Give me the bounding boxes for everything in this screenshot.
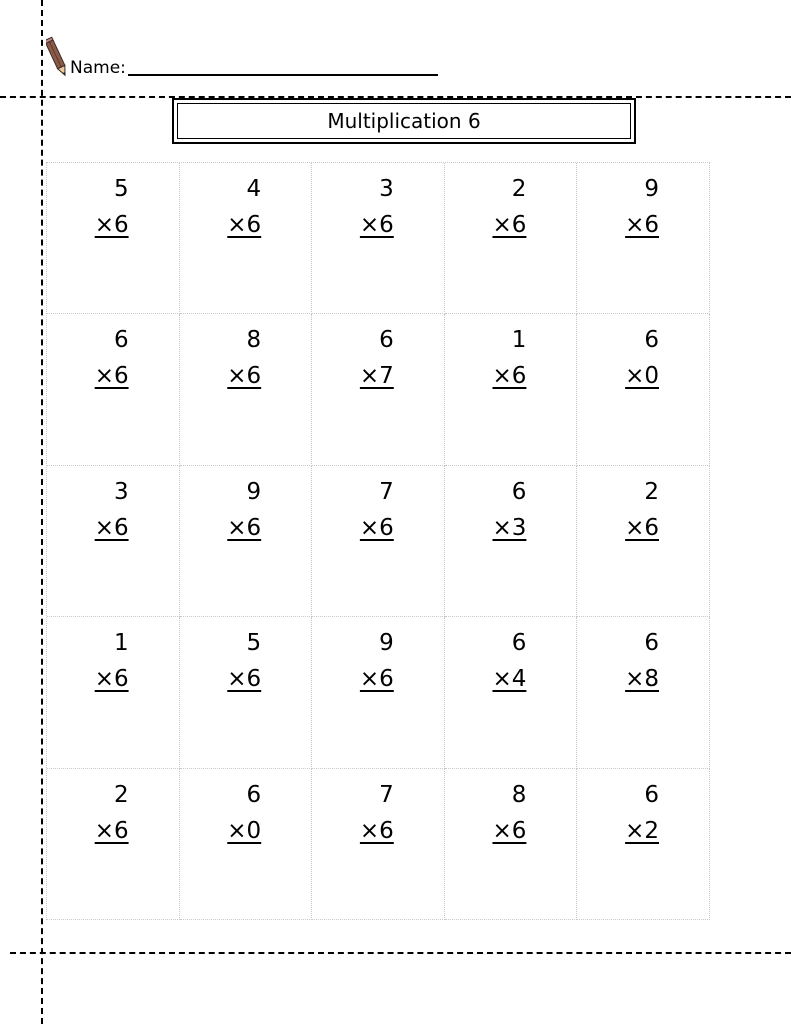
multiplier: ×0 [625,363,659,390]
multiplier: ×6 [227,666,262,693]
multiplication-problem [95,474,129,546]
problem-cell [577,163,710,314]
multiplier: ×6 [227,212,262,238]
problem-cell [445,769,578,920]
multiplication-problem [95,777,129,849]
worksheet-title: Multiplication 6 [177,103,631,139]
multiplier: ×7 [359,363,394,390]
bottom-cut-line [10,952,791,954]
multiplier: ×6 [94,817,129,844]
multiplier: ×6 [492,363,527,390]
multiplicand: 5 [113,176,129,202]
problem-cell [47,769,180,920]
multiplicand: 6 [246,781,262,808]
multiplicand: 7 [379,781,394,808]
multiplicand: 2 [511,176,527,202]
multiplier: ×6 [94,514,129,541]
multiplication-problem [95,625,129,697]
multiplication-problem [360,171,394,243]
multiplier: ×0 [227,817,262,844]
name-field[interactable] [70,58,438,78]
problem-grid [46,162,710,920]
multiplication-problem [625,777,659,849]
multiplication-problem [492,625,526,697]
problem-cell [445,163,578,314]
problem-cell [180,163,313,314]
name-label: Name: [70,58,126,78]
multiplication-problem [95,322,129,394]
multiplier: ×3 [492,514,527,541]
problem-cell [47,466,180,617]
multiplication-problem [492,171,526,243]
multiplication-problem [625,322,659,394]
multiplier: ×6 [94,363,129,390]
multiplicand: 1 [113,630,129,657]
multiplicand: 6 [379,327,394,354]
problem-cell [180,617,313,768]
multiplication-problem [625,474,659,546]
multiplication-problem [625,625,659,697]
multiplicand: 2 [644,478,659,505]
multiplicand: 6 [644,781,659,808]
problem-cell [312,314,445,465]
multiplicand: 6 [644,630,659,657]
problem-cell [180,466,313,617]
multiplication-problem [227,322,261,394]
multiplicand: 9 [644,176,659,202]
multiplicand: 4 [246,176,262,202]
multiplier: ×6 [359,817,394,844]
multiplier: ×6 [359,514,394,541]
multiplier: ×4 [492,666,527,693]
problem-cell [577,314,710,465]
multiplication-problem [227,777,261,849]
problem-cell [47,314,180,465]
problem-cell [577,769,710,920]
multiplicand: 6 [511,630,527,657]
title-box [172,98,636,144]
problem-cell [312,163,445,314]
problem-cell [180,314,313,465]
multiplicand: 9 [246,478,262,505]
multiplier: ×6 [94,212,129,238]
multiplicand: 1 [511,327,527,354]
multiplication-problem [227,474,261,546]
multiplicand: 2 [113,781,129,808]
multiplier: ×6 [359,212,394,238]
multiplier: ×6 [625,514,659,541]
multiplier: ×6 [492,212,527,238]
problem-cell [577,466,710,617]
problem-cell [312,769,445,920]
multiplication-problem [492,322,526,394]
multiplier: ×6 [227,363,262,390]
multiplication-problem [227,171,261,243]
problem-cell [47,617,180,768]
multiplication-problem [360,777,394,849]
multiplication-problem [492,777,526,849]
multiplier: ×6 [492,817,527,844]
multiplicand: 9 [379,630,394,657]
multiplicand: 6 [511,478,527,505]
multiplier: ×6 [227,514,262,541]
multiplicand: 3 [113,478,129,505]
multiplicand: 8 [246,327,262,354]
multiplicand: 7 [379,478,394,505]
multiplier: ×2 [625,817,659,844]
multiplication-problem [95,171,129,243]
problem-cell [312,617,445,768]
name-blank-line[interactable] [128,74,438,76]
multiplication-problem [360,474,394,546]
multiplier: ×6 [625,212,659,238]
problem-cell [180,769,313,920]
vertical-cut-line [41,0,43,1024]
multiplicand: 3 [379,176,394,202]
multiplication-problem [360,322,394,394]
problem-cell [445,466,578,617]
multiplication-problem [492,474,526,546]
multiplicand: 5 [246,630,262,657]
problem-cell [577,617,710,768]
multiplier: ×6 [359,666,394,693]
problem-cell [445,617,578,768]
pencil-icon [46,36,68,80]
multiplication-problem [227,625,261,697]
multiplicand: 8 [511,781,527,808]
multiplication-problem [625,171,659,243]
multiplicand: 6 [113,327,129,354]
multiplier: ×8 [625,666,659,693]
problem-cell [445,314,578,465]
multiplication-problem [360,625,394,697]
problem-cell [47,163,180,314]
multiplier: ×6 [94,666,129,693]
multiplicand: 6 [644,327,659,354]
problem-cell [312,466,445,617]
